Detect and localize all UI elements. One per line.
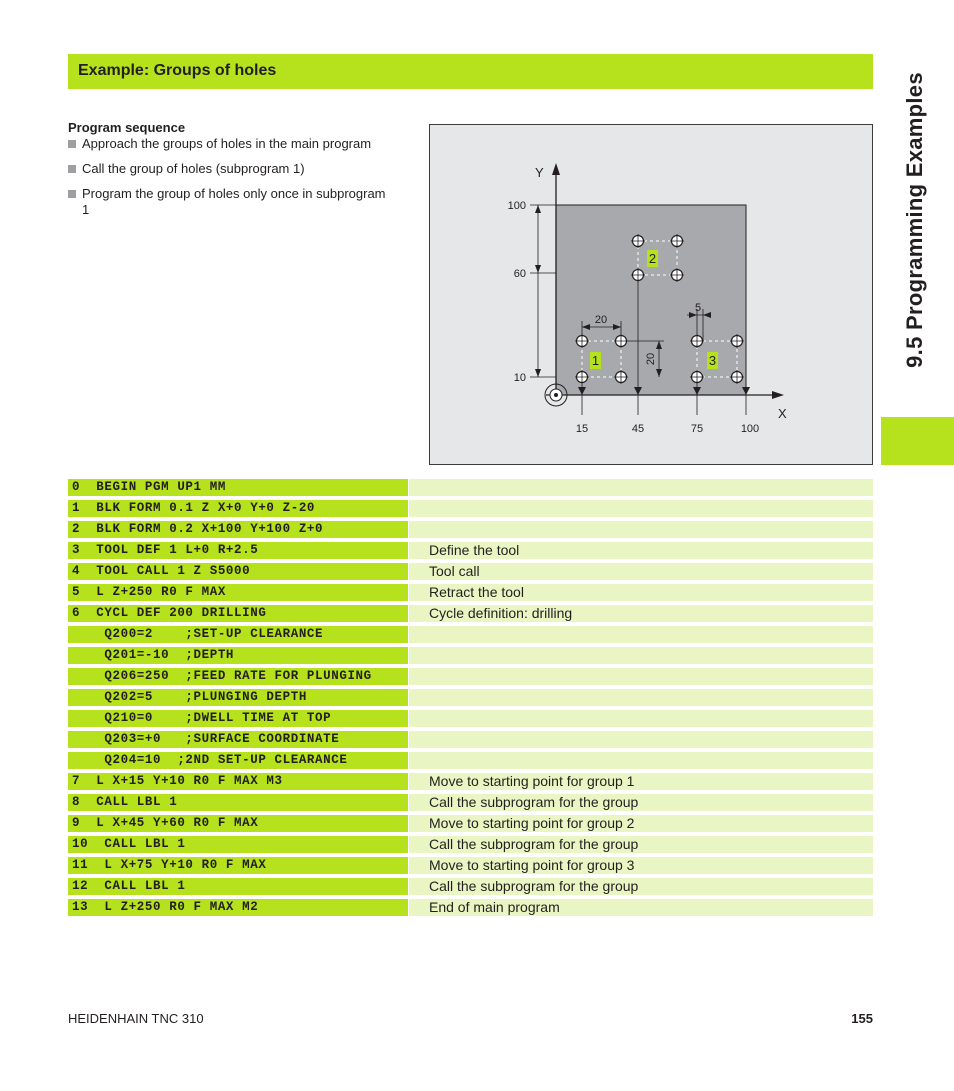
program-row [68, 773, 873, 790]
program-row [68, 479, 873, 496]
program-comment: Move to starting point for group 3 [409, 857, 873, 874]
program-comment: End of main program [409, 899, 873, 916]
program-comment: Call the subprogram for the group [409, 794, 873, 811]
program-comment [409, 689, 873, 706]
program-row [68, 542, 873, 559]
program-comment: Cycle definition: drilling [409, 605, 873, 622]
program-code: 8 CALL LBL 1 [68, 794, 408, 811]
program-comment [409, 626, 873, 643]
program-code: 11 L X+75 Y+10 R0 F MAX [68, 857, 408, 874]
program-code: 1 BLK FORM 0.1 Z X+0 Y+0 Z-20 [68, 500, 408, 517]
program-code: Q203=+0 ;SURFACE COORDINATE [68, 731, 408, 748]
program-code: 9 L X+45 Y+60 R0 F MAX [68, 815, 408, 832]
program-row [68, 752, 873, 769]
x-axis-arrow-icon [772, 391, 784, 399]
program-comment: Move to starting point for group 2 [409, 815, 873, 832]
x-tick-label: 15 [575, 423, 589, 435]
y-tick-label: 60 [513, 268, 526, 280]
program-row [68, 521, 873, 538]
program-row [68, 899, 873, 916]
program-sequence-item-text: Approach the groups of holes in the main program [82, 136, 372, 151]
program-code: Q210=0 ;DWELL TIME AT TOP [68, 710, 408, 727]
side-section-title-text: 9.5 Programming Examples [902, 72, 927, 368]
program-code: Q204=10 ;2ND SET-UP CLEARANCE [68, 752, 408, 769]
program-row [68, 689, 873, 706]
program-code: 13 L Z+250 R0 F MAX M2 [68, 899, 408, 916]
group-label: 1 [591, 353, 600, 368]
hole-pattern-figure [429, 124, 873, 465]
program-row [68, 878, 873, 895]
square-bullet-icon [68, 165, 76, 173]
program-code: 7 L X+15 Y+10 R0 F MAX M3 [68, 773, 408, 790]
program-comment: Define the tool [409, 542, 873, 559]
dimension-label-5: 5 [694, 302, 702, 314]
side-thumb-tab [881, 417, 954, 465]
program-comment [409, 521, 873, 538]
x-tick-label: 100 [740, 423, 760, 435]
footer-product: HEIDENHAIN TNC 310 [68, 1011, 204, 1026]
program-comment [409, 647, 873, 664]
program-row [68, 668, 873, 685]
side-section-title [876, 0, 954, 420]
y-tick-label: 100 [507, 200, 526, 212]
program-row [68, 857, 873, 874]
program-comment: Tool call [409, 563, 873, 580]
program-code: 6 CYCL DEF 200 DRILLING [68, 605, 408, 622]
program-comment [409, 500, 873, 517]
program-row [68, 626, 873, 643]
group-label: 2 [648, 251, 657, 266]
x-tick-label: 75 [690, 423, 704, 435]
program-code: 10 CALL LBL 1 [68, 836, 408, 853]
y-tick-label: 10 [513, 372, 526, 384]
program-code: Q201=-10 ;DEPTH [68, 647, 408, 664]
program-comment: Call the subprogram for the group [409, 878, 873, 895]
dimension-label-20-vertical: 20 [645, 352, 657, 366]
program-code: 3 TOOL DEF 1 L+0 R+2.5 [68, 542, 408, 559]
program-comment [409, 710, 873, 727]
program-sequence-item-text: Program the group of holes only once in subprogram 1 [82, 186, 386, 217]
program-sequence-item [68, 161, 388, 177]
program-code: Q206=250 ;FEED RATE FOR PLUNGING [68, 668, 408, 685]
program-sequence-item-text: Call the group of holes (subprogram 1) [82, 161, 305, 176]
group-label: 3 [708, 353, 717, 368]
program-code: 0 BEGIN PGM UP1 MM [68, 479, 408, 496]
nc-program-table [68, 479, 873, 920]
program-sequence-item [68, 136, 388, 152]
program-comment [409, 731, 873, 748]
program-code: 5 L Z+250 R0 F MAX [68, 584, 408, 601]
program-code: Q200=2 ;SET-UP CLEARANCE [68, 626, 408, 643]
program-code: 12 CALL LBL 1 [68, 878, 408, 895]
dimension-label-20: 20 [594, 314, 608, 326]
program-row [68, 500, 873, 517]
program-comment [409, 479, 873, 496]
program-row [68, 794, 873, 811]
y-axis-label: Y [535, 165, 544, 180]
hole-pattern-drawing [430, 125, 874, 466]
program-row [68, 605, 873, 622]
square-bullet-icon [68, 190, 76, 198]
section-header-title: Example: Groups of holes [78, 62, 277, 79]
square-bullet-icon [68, 140, 76, 148]
y-axis-arrow-icon [552, 163, 560, 175]
program-comment: Call the subprogram for the group [409, 836, 873, 853]
origin-dot-icon [554, 393, 558, 397]
program-code: 2 BLK FORM 0.2 X+100 Y+100 Z+0 [68, 521, 408, 538]
program-code: 4 TOOL CALL 1 Z S5000 [68, 563, 408, 580]
program-comment: Move to starting point for group 1 [409, 773, 873, 790]
program-comment: Retract the tool [409, 584, 873, 601]
program-row [68, 731, 873, 748]
program-row [68, 836, 873, 853]
program-comment [409, 668, 873, 685]
program-row [68, 710, 873, 727]
program-row [68, 584, 873, 601]
x-tick-label: 45 [631, 423, 645, 435]
program-row [68, 563, 873, 580]
program-row [68, 647, 873, 664]
program-sequence [68, 120, 388, 227]
program-row [68, 815, 873, 832]
program-sequence-heading: Program sequence [68, 120, 186, 135]
program-sequence-item [68, 186, 388, 218]
program-comment [409, 752, 873, 769]
section-header-bar [68, 54, 873, 89]
page-number: 155 [851, 1011, 873, 1026]
x-axis-label: X [778, 406, 787, 421]
program-code: Q202=5 ;PLUNGING DEPTH [68, 689, 408, 706]
